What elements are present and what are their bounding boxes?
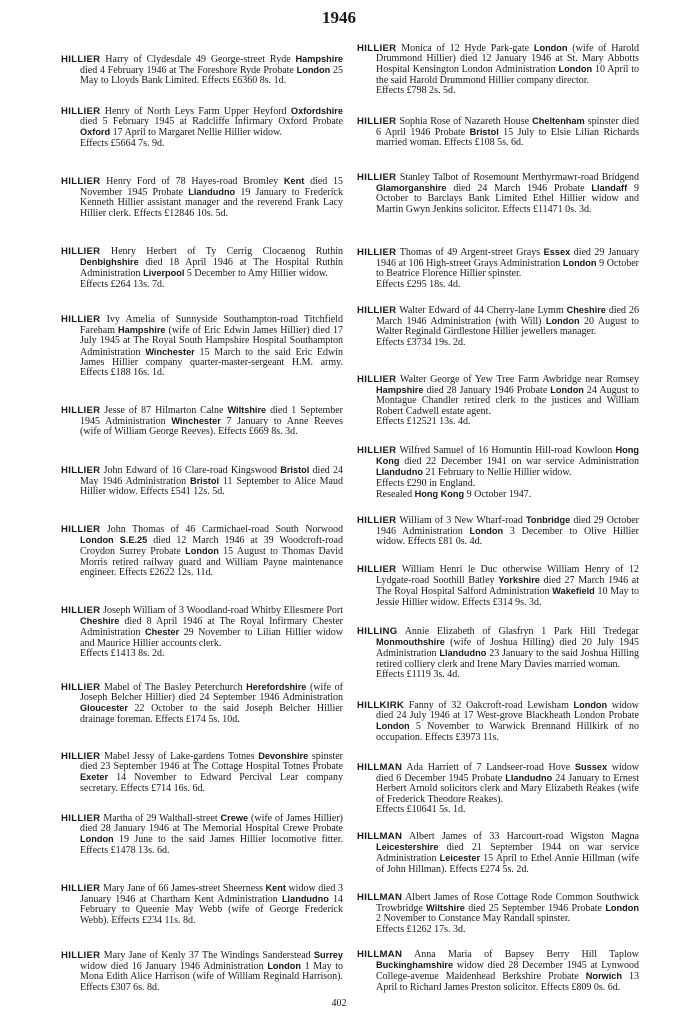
probate-entry [61, 682, 343, 725]
probate-entry [357, 565, 639, 608]
entry-text: 1 May to Mona Edith Alice Harrison (wife of William Reginald Harrison). Effects £307 6s. 8d. [80, 961, 343, 993]
entry-text: (wife of Joshua Hilling) died 20 July 1945 Administration [376, 637, 639, 660]
probate-entry [61, 247, 343, 290]
probate-entry [61, 54, 343, 87]
entry-place-name: London [267, 961, 301, 972]
entry-text: Stanley Talbot of Rosemount Merthyrmawr-road Bridgend [399, 172, 640, 183]
entry-place-name: Bristol [189, 476, 220, 487]
entry-text: 9 October to Beatrice Florence Hillier spinster. Effects £295 18s. 4d. [376, 258, 639, 290]
entry-text: 2 November to Constance May Randall spinster. Effects £1262 17s. 3d. [376, 913, 571, 935]
entry-text: 5 December to Amy Hillier widow. Effects £264 13s. 7d. [80, 268, 328, 290]
entry-place-name: Liverpool [143, 268, 185, 279]
entry-surname: HILLIER [61, 883, 101, 894]
entry-place-name: Kent [265, 883, 286, 893]
entry-place-name: Leicester [439, 853, 481, 864]
entry-text: Mary Jane of Kenly 37 The Windings Sanderstead [103, 950, 314, 961]
probate-entry [357, 762, 639, 815]
entry-text: Albert James of 33 Harcourt-road Wigston Magna [409, 831, 640, 842]
entry-text: 25 May to Lloyds Bank Limited. Effects £6360 8s. 1d. [80, 65, 343, 87]
entry-text: died 27 March 1946 at The Royal Hospital Salford Administration [376, 575, 639, 598]
entry-place-name: Cheshire [566, 305, 606, 315]
entry-place-name: London [185, 546, 219, 557]
entry-text: died 4 February 1946 at The Foreshore Ryde Probate [80, 65, 297, 77]
probate-entry [357, 445, 639, 500]
entry-surname: HILLIER [61, 246, 101, 257]
probate-entry [357, 700, 639, 743]
probate-entry [357, 950, 639, 993]
entry-place-name: Sussex [574, 762, 608, 772]
entry-surname: HILLIER [61, 54, 101, 65]
entry-text: spinster died 23 September 1946 at The Cottage Hospital Totnes Probate [80, 751, 344, 773]
probate-entry [61, 315, 343, 378]
entry-place-name: Bristol [280, 465, 310, 475]
entry-text: 29 November to Lilian Hillier widow and Maurice Hillier accounts clerk. Effects £1413 8s. 2d. [80, 627, 343, 659]
entry-text: 5 November to Warwick Brennand Hillkirk of no occupation. Effects £3973 11s. [376, 721, 639, 743]
entry-text: 15 July to Elsie Lilian Richards married woman. Effects £108 5s. 6d. [376, 127, 639, 149]
entry-place-name: Gloucester [80, 703, 128, 714]
entry-place-name: Devonshire [258, 751, 309, 761]
entry-place-name: London S.E.25 [80, 535, 148, 546]
entry-surname: HILLKIRK [357, 700, 405, 711]
entry-place-name: London [80, 834, 114, 845]
entry-text: died 21 September 1944 on war service Administration [376, 842, 639, 865]
entry-text: died 26 March 1946 Administration (with Will) [376, 305, 639, 328]
probate-entry [61, 751, 343, 794]
probate-entry [357, 116, 639, 149]
probate-entry [357, 43, 639, 96]
entry-place-name: Leicestershire [376, 842, 439, 853]
entry-text: William Henri le Duc otherwise William Henry of 12 Lydgate-road Soothill Batley [376, 564, 639, 587]
entry-text: widow died 28 December 1945 at Lynwood College-avenue Maidenhead Berkshire Probate [376, 960, 639, 983]
entry-text: 22 October to the said Joseph Belcher Hillier drainage foreman. Effects £174 5s. 10d. [80, 703, 343, 725]
entry-surname: HILLIER [61, 465, 101, 476]
entry-text: (wife of Eric Edwin James Hillier) died 17 July 1945 at The Royal South Hampshire Hospital Southampton Administration [80, 325, 343, 358]
entry-text: Fanny of 32 Oakcroft-road Lewisham [408, 700, 574, 711]
entry-text: 11 September to Alice Maud Hillier widow. Effects £541 12s. 5d. [80, 476, 343, 498]
entry-place-name: London [562, 258, 597, 269]
entry-text: died 1 September 1945 Administration [80, 405, 344, 428]
entry-text: Henry Ford of 78 Hayes-road Bromley [106, 176, 284, 187]
entry-text: Anna Maria of Bapsey Berry Hill Taplow [414, 949, 639, 960]
entry-text: 14 February to Queenie May Webb (wife of George Frederick Webb). Effects £234 11s. 8d. [80, 894, 344, 926]
probate-entry [357, 627, 639, 680]
entry-text: widow died 3 January 1946 at Chartham Kent Administration [80, 883, 343, 906]
probate-entry [61, 883, 343, 926]
entry-text: Walter George of Yew Tree Farm Awbridge near Romsey [400, 374, 639, 385]
entry-place-name: Denbighshire [80, 257, 139, 268]
entry-text: spinster died 6 April 1946 Probate [376, 116, 640, 139]
entry-text: died 5 February 1945 at Radcliffe Infirmary Oxford Probate [80, 116, 343, 128]
entry-surname: HILLIER [357, 515, 397, 526]
page-year-heading: 1946 [322, 8, 356, 27]
entry-text: Sophia Rose of Nazareth House [399, 116, 533, 127]
entry-place-name: Essex [543, 247, 571, 257]
entry-place-name: Monmouthshire [376, 637, 445, 648]
entry-text: John Edward of 16 Clare-road Kingswood [103, 465, 281, 476]
entry-place-name: Hampshire [118, 325, 166, 336]
entry-text: died 25 September 1946 Probate [464, 903, 606, 915]
entry-surname: HILLIER [357, 445, 397, 456]
entry-text: 10 April to the said Harold Drummond Hillier company director. Effects £798 2s. 5d. [376, 64, 639, 96]
probate-entry [357, 305, 639, 348]
entry-surname: HILLIER [61, 314, 101, 325]
entry-text: 9 October 1947. [464, 488, 532, 500]
entry-text: 9 October to Barclays Bank Limited Ethel Hillier widow and Martin Gwyn Jenkins solicitor. Effects £11471 0s. 3d. [376, 183, 640, 215]
entry-place-name: Llandudno [439, 648, 487, 659]
entry-text: died 15 November 1945 Probate [80, 176, 344, 199]
entry-surname: HILLIER [61, 176, 101, 187]
entry-place-name: Tonbridge [525, 515, 571, 525]
entry-surname: HILLIER [61, 405, 101, 416]
entry-place-name: London [573, 700, 608, 710]
entry-text: John Thomas of 46 Carmichael-road South Norwood [106, 524, 344, 535]
entry-surname: HILLMAN [357, 949, 403, 960]
entry-place-name: Llandaff [591, 183, 628, 194]
entry-surname: HILLIER [61, 751, 101, 762]
entry-text: died 28 January 1946 Probate [423, 385, 551, 397]
entry-place-name: Llandudno [505, 773, 553, 784]
entry-place-name: London [376, 721, 410, 732]
entry-text: 19 June to the said James Hillier locomotive fitter. Effects £1478 13s. 6d. [80, 834, 343, 856]
entry-place-name: Kent [283, 176, 305, 186]
entry-text: died 29 October 1946 Administration [376, 515, 639, 538]
entry-text: 23 January to the said Joshua Hilling retired colliery clerk and Irene Mary Davies married woman. Effects £1119 3s. 4d. [376, 648, 639, 680]
entry-text: (wife of Joseph Belcher Hillier) died 24 September 1946 Administration [80, 682, 344, 704]
entry-text: widow died 24 July 1946 at 17 West-grove Blackheath London Probate [376, 700, 640, 722]
entry-place-name: Hampshire [376, 385, 424, 396]
entry-place-name: Chester [144, 627, 180, 638]
entry-place-name: Hong Kong [414, 488, 465, 499]
entry-place-name: Cheshire [80, 616, 120, 627]
entry-place-name: London [533, 43, 568, 53]
probate-entry [357, 247, 639, 290]
entry-text: 20 August to Walter Reginald Girdlestone Hillier jewellers manager. Effects £3734 19s. 2d. [376, 316, 639, 348]
entry-place-name: Buckinghamshire [376, 960, 454, 971]
entry-place-name: Bristol [469, 127, 499, 138]
entry-surname: HILLIER [61, 950, 101, 961]
probate-entry [61, 525, 343, 578]
entry-surname: HILLIER [61, 813, 101, 824]
entry-surname: HILLMAN [357, 831, 403, 842]
entry-place-name: Wakefield [552, 586, 595, 597]
entry-text: died 18 April 1946 at The Hospital Ruthin Administration [80, 257, 343, 280]
entry-surname: HILLING [357, 626, 398, 637]
probate-entry [61, 950, 343, 993]
entry-place-name: London [558, 64, 593, 75]
entry-place-name: London [550, 385, 584, 396]
entry-text: Walter Edward of 44 Cherry-lane Lymm [399, 305, 567, 316]
entry-text: died 24 May 1946 Administration [80, 465, 344, 488]
entry-text: died 12 March 1946 at 39 Woodcroft-road Croydon Surrey Probate [80, 535, 343, 558]
entry-text: 24 August to Montague Chandler retired clerk to the justices and William Robert Cadwell estate agent. Effects £12521 13s. 4d. [376, 385, 639, 427]
page-number: 402 [331, 998, 347, 1009]
entry-text: 19 January to Frederick Kenneth Hillier assistant manager and the reverend Frank Lacy Hillier clerk. Effects £12846 10s. 5d. [80, 187, 343, 219]
entry-place-name: Glamorganshire [376, 183, 447, 194]
entry-text: Henry Herbert of Ty Cerrig Clocaenog Ruthin [110, 246, 343, 257]
entry-text: Mabel Jessy of Lake-gardens Totnes [104, 751, 259, 762]
entry-surname: HILLIER [357, 305, 397, 316]
entry-surname: HILLIER [61, 605, 101, 616]
entry-place-name: Wiltshire [426, 903, 465, 914]
entry-text: died 22 December 1941 on war service Administration [399, 456, 639, 468]
entry-place-name: Cheltenham [532, 116, 585, 126]
entry-place-name: Yorkshire [498, 575, 540, 586]
entry-text: Ada Harriett of 7 Landseer-road Hove [406, 762, 575, 773]
entry-text: 17 April to Margaret Nellie Hillier widow. Effects £5664 7s. 9d. [80, 127, 283, 149]
entry-text: Thomas of 49 Argent-street Grays [399, 247, 544, 258]
entry-text: 15 August to Thomas David Morris retired railway guard and William Payne maintenance engineer. Effects £2622 12s. 11d. [80, 546, 343, 578]
entry-text: Albert James of Rose Cottage Rode Common Southwick Trowbridge [376, 892, 639, 915]
entry-surname: HILLIER [357, 172, 397, 183]
probate-entry [357, 832, 639, 875]
entry-place-name: London [296, 65, 331, 76]
entry-text: 13 April to Richard James Preston solicitor. Effects £809 0s. 6d. [376, 971, 639, 993]
entry-text: (wife of James Hillier) died 28 January 1946 at The Memorial Hospital Crewe Probate [80, 813, 344, 835]
entry-text: Wilfred Samuel of 16 Homuntin Hill-road Kowloon [399, 445, 616, 456]
entry-text: Annie Elizabeth of Glasfryn 1 Park Hill Tredegar [404, 626, 639, 637]
probate-entry [357, 515, 639, 548]
probate-entry [61, 813, 343, 856]
entry-place-name: London [545, 316, 580, 327]
entry-place-name: Oxfordshire [290, 106, 343, 116]
probate-entry [357, 893, 639, 935]
entry-text: Mary Jane of 66 James-street Sheerness [102, 883, 266, 894]
entry-text: 24 January to Ernest Herbert Arnold solicitors clerk and Mary Elizabeth Reakes (wife of Frederick Theodore Reakes). Effects £10641 5s. 1d. [376, 773, 639, 815]
entry-text: Joseph William of 3 Woodland-road Whitby Ellesmere Port [103, 605, 343, 616]
entry-text: Henry of North Leys Farm Upper Heyford [104, 106, 291, 117]
entry-text: Mabel of The Basley Peterchurch [104, 682, 247, 693]
entry-text: died 29 January 1946 at 106 High-street Grays Administration [376, 247, 639, 270]
entry-surname: HILLMAN [357, 892, 403, 903]
entry-text: died 24 March 1946 Probate [446, 183, 592, 195]
probate-entry [61, 106, 343, 149]
entry-surname: HILLMAN [357, 762, 403, 773]
entry-surname: HILLIER [357, 374, 397, 385]
entry-text: Martha of 29 Walthall-street [103, 813, 221, 824]
probate-entry [61, 606, 343, 659]
entry-text: (wife of Harold Drummond Hillier) died 12 January 1946 at St. Mary Abbotts Hospital Kensington London Administration [376, 43, 640, 76]
entry-place-name: Winchester [171, 416, 221, 427]
entry-text: 10 May to Jessie Hillier widow. Effects £314 9s. 3d. [376, 586, 639, 608]
entry-text: 14 November to Edward Percival Lear company secretary. Effects £714 16s. 6d. [80, 772, 343, 794]
entry-place-name: Hampshire [295, 54, 344, 64]
entry-place-name: Hong Kong [376, 445, 639, 467]
entry-place-name: London [605, 903, 639, 914]
entry-text: 15 April to Ethel Annie Hillman (wife of John Hillman). Effects £274 5s. 2d. [376, 853, 639, 875]
entry-surname: HILLIER [357, 564, 397, 575]
entry-place-name: Norwich [585, 971, 622, 982]
entry-text: widow died 16 January 1946 Administration [80, 961, 268, 973]
entry-text: 21 February to Nellie Hillier widow. Effects £290 in England. Resealed [376, 467, 572, 500]
probate-entry [61, 465, 343, 498]
entry-place-name: Exeter [80, 772, 109, 783]
entry-text: Ivy Amelia of Sunnyside Southampton-road Titchfield Fareham [80, 314, 343, 337]
entry-place-name: Wiltshire [227, 405, 267, 415]
entry-place-name: London [469, 526, 504, 537]
entry-place-name: Surrey [313, 950, 344, 960]
entry-place-name: Crewe [220, 813, 249, 823]
entry-surname: HILLIER [357, 43, 397, 54]
entry-place-name: Oxford [80, 127, 111, 138]
entry-surname: HILLIER [357, 247, 397, 258]
entry-place-name: Winchester [145, 346, 195, 357]
entry-place-name: Llandudno [188, 187, 236, 198]
probate-entry [357, 173, 639, 215]
entry-text: Monica of 12 Hyde Park-gate [401, 43, 534, 54]
entry-place-name: Herefordshire [246, 682, 307, 692]
entry-text: 3 December to Olive Hillier widow. Effects £81 0s. 4d. [376, 526, 639, 548]
probate-entry [61, 405, 343, 438]
entry-place-name: Llandudno [376, 467, 423, 478]
entry-text: 7 January to Anne Reeves (wife of William George Reeves). Effects £669 8s. 3d. [80, 416, 343, 438]
entry-text: widow died 6 December 1945 Probate [376, 762, 639, 785]
entry-text: died 8 April 1946 at The Royal Infirmary Chester Administration [80, 616, 343, 639]
entry-text: 15 March to the said Eric Edwin James Hillier company quarter-master-sergeant H.M. army. Effects £188 16s. 1d. [80, 346, 343, 379]
entry-surname: HILLIER [61, 106, 101, 117]
entry-surname: HILLIER [61, 524, 101, 535]
probate-entry [357, 375, 639, 427]
entry-text: William of 3 New Wharf-road [399, 515, 526, 526]
entry-surname: HILLIER [61, 682, 101, 693]
probate-entry [61, 176, 343, 219]
entry-surname: HILLIER [357, 116, 397, 127]
entry-place-name: Llandudno [281, 894, 329, 905]
entry-text: Jesse of 87 Hilmarton Calne [104, 405, 228, 416]
entry-text: Harry of Clydesdale 49 George-street Ryde [105, 54, 296, 65]
